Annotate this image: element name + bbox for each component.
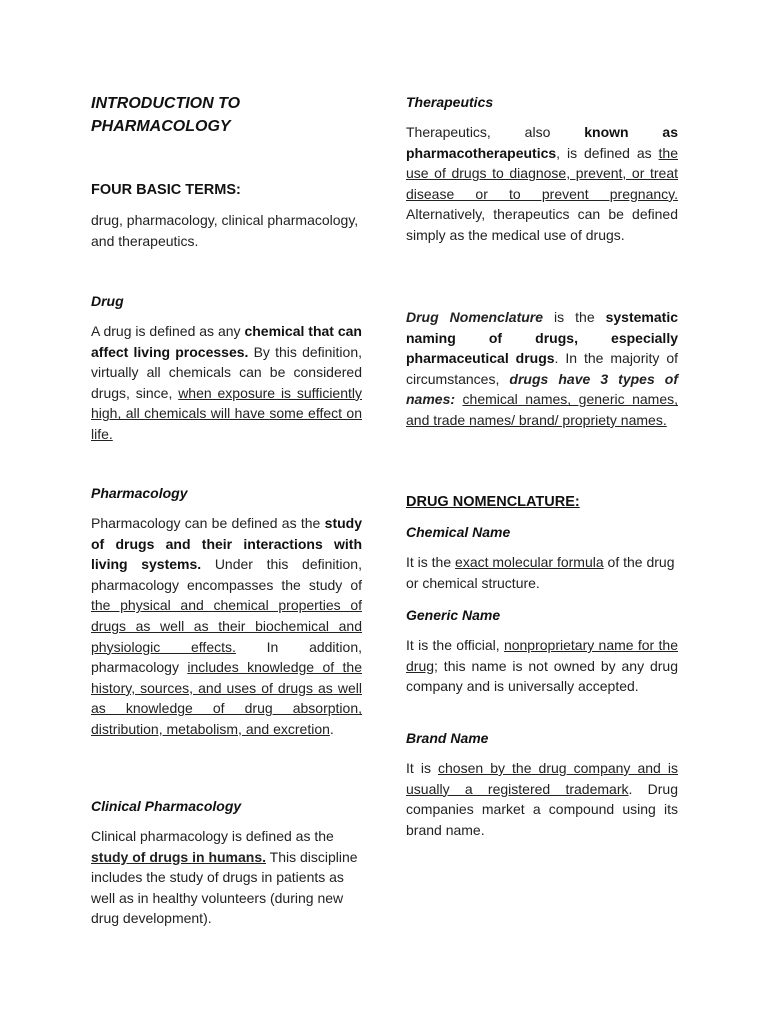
underlined-run: the use of drugs to diagnose, prevent, or treat disease or to prevent pregnancy. <box>406 144 678 202</box>
brand-name-section <box>406 728 678 840</box>
drug-nomenclature-intro <box>406 307 678 431</box>
underlined-run: chosen by the drug company and is usually a registered trademark <box>406 760 678 797</box>
drug-heading: Drug <box>91 293 124 309</box>
text-run: ; this name is not owned by any drug company and is universally accepted. <box>406 657 678 695</box>
clinical-pharmacology-paragraph <box>91 826 362 929</box>
document-title <box>91 92 362 138</box>
underlined-run: nonproprietary name for the drug <box>406 637 679 674</box>
text-run: It is the <box>406 554 456 570</box>
text-run: Under this definition, pharmacology encompasses the study of <box>91 556 362 593</box>
text-run: A drug is defined as any <box>91 323 245 339</box>
underlined-run: the physical and chemical properties of drugs as well as their biochemical and physiologic effects. <box>91 597 362 655</box>
drug-nomenclature-heading: DRUG NOMENCLATURE: <box>406 494 580 510</box>
brand-name-heading: Brand Name <box>406 730 489 746</box>
underlined-run: includes knowledge of the history, sources, and uses of drugs as well as knowledge of drug absorption, distribution, metabolism, and excretion <box>91 659 362 737</box>
title-line-2: PHARMACOLOGY <box>91 118 231 135</box>
text-run: . In the majority of circumstances, <box>406 350 678 387</box>
drug-paragraph <box>91 321 362 445</box>
drug-section <box>91 291 362 445</box>
text-run: of the drug or chemical structure. <box>406 554 675 591</box>
bold-italic-run: Drug Nomenclature <box>406 309 544 325</box>
drug-nomenclature-heading-block <box>406 492 678 512</box>
underlined-run: chemical names, generic names, and trade names/ brand/ propriety names. <box>406 391 678 428</box>
drug-nomenclature-paragraph <box>406 307 678 431</box>
bold-run: study of drugs and their interactions with living systems. <box>91 515 362 573</box>
generic-name-section <box>406 605 678 697</box>
generic-name-heading: Generic Name <box>406 607 501 623</box>
text-run: , is defined as <box>556 144 659 161</box>
bold-run: systematic naming of drugs, especially pharmaceutical drugs <box>406 309 678 367</box>
brand-name-paragraph <box>406 758 678 840</box>
pharmacology-section <box>91 483 362 740</box>
chemical-name-paragraph <box>406 552 678 593</box>
four-basic-terms-text: drug, pharmacology, clinical pharmacology, and therapeutics. <box>91 212 359 249</box>
bold-run: chemical that can affect living processes. <box>91 323 362 360</box>
therapeutics-paragraph <box>406 122 678 246</box>
text-run: Alternatively, therapeutics can be defined simply as the medical use of drugs. <box>406 206 678 243</box>
bold-underlined-run: study of drugs in humans. <box>91 848 267 865</box>
text-run: It is the official, <box>406 637 504 653</box>
underlined-run: exact molecular formula <box>455 554 604 570</box>
pharmacology-heading: Pharmacology <box>91 485 188 501</box>
text-run: Clinical pharmacology is defined as the <box>91 828 334 844</box>
text-run: . <box>329 720 334 737</box>
therapeutics-heading: Therapeutics <box>406 94 494 110</box>
bold-italic-run: drugs have 3 types of names: <box>406 370 679 408</box>
text-run: It is <box>406 760 438 776</box>
clinical-pharmacology-heading: Clinical Pharmacology <box>91 798 242 814</box>
text-run <box>455 391 463 407</box>
generic-name-paragraph <box>406 635 678 697</box>
chemical-name-section <box>406 522 678 593</box>
title-line-1: INTRODUCTION TO <box>91 95 241 112</box>
clinical-pharmacology-section <box>91 796 362 929</box>
text-run: In addition, pharmacology <box>91 638 362 676</box>
text-run: Therapeutics, also <box>406 124 585 140</box>
text-run: By this definition, virtually all chemicals can be considered drugs, since, <box>91 343 362 401</box>
underlined-run: when exposure is sufficiently high, all chemicals will have some effect on life. <box>91 384 363 442</box>
four-basic-terms-section <box>91 180 362 251</box>
therapeutics-section <box>406 92 678 246</box>
chemical-name-heading: Chemical Name <box>406 524 511 540</box>
text-run: . Drug companies market a compound using its brand name. <box>406 780 678 838</box>
text-run: Pharmacology can be defined as the <box>91 515 325 531</box>
text-run: is the <box>543 309 606 325</box>
pharmacology-paragraph <box>91 513 362 740</box>
four-basic-terms-heading: FOUR BASIC TERMS: <box>91 182 241 198</box>
text-run: This discipline includes the study of drugs in patients as well as in healthy volunteers (during new drug development). <box>91 848 358 927</box>
bold-run: known as pharmacotherapeutics <box>406 124 678 161</box>
